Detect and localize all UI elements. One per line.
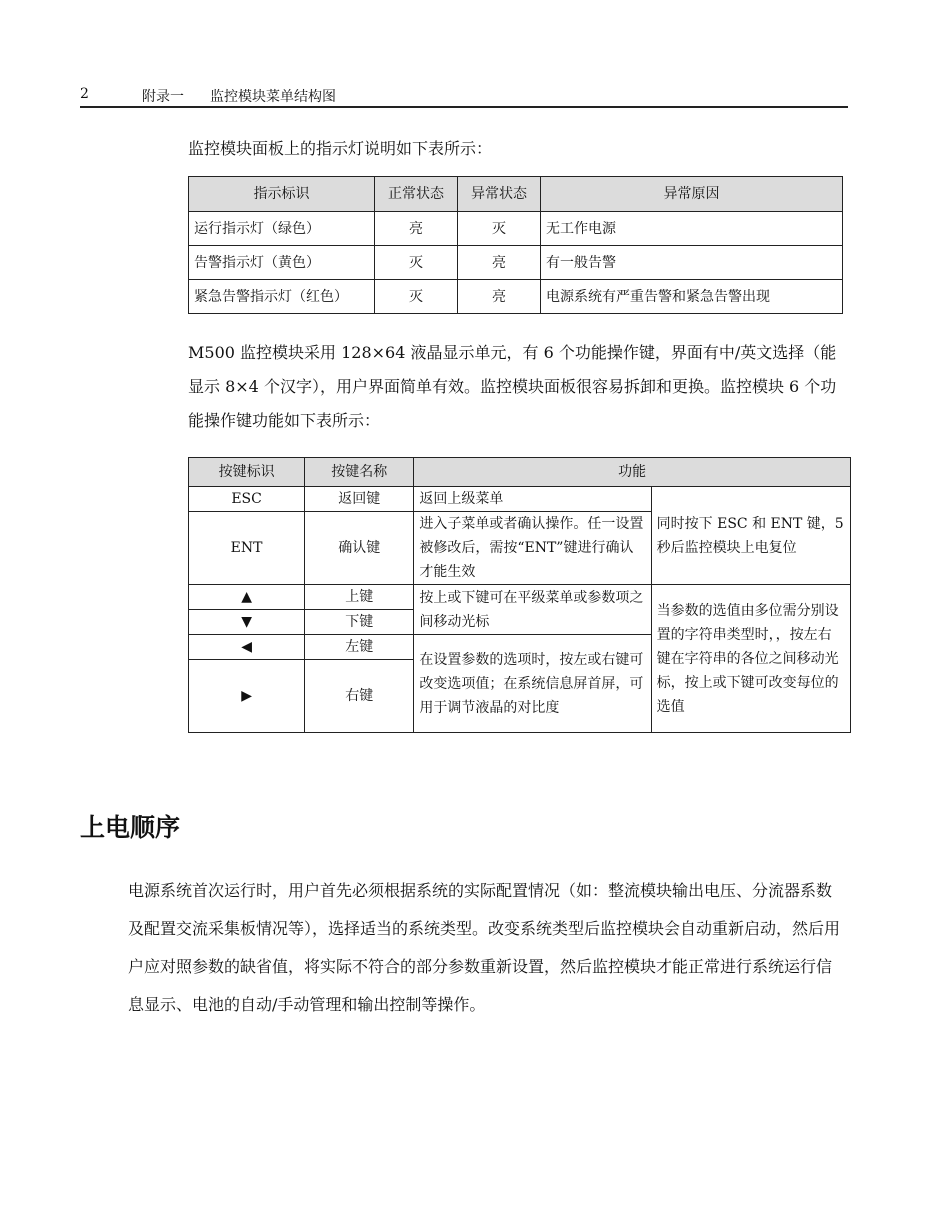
table-cell: 运行指示灯（绿色）	[189, 212, 375, 246]
indicator-intro: 监控模块面板上的指示灯说明如下表所示：	[188, 139, 493, 158]
arrow-right-icon: ▶	[241, 688, 252, 704]
table-row	[189, 212, 843, 246]
table-cell: 无工作电源	[541, 212, 843, 246]
arrow-left-icon: ◀	[241, 639, 252, 655]
arrows-combo: 当参数的选值由多位需分别设置的字符串类型时，，按左右键在字符串的各位之间移动光标，按上或下键可改变每位的选值	[651, 585, 850, 733]
column-header: 指示标识	[189, 177, 375, 212]
key-id-esc: ESC	[189, 487, 305, 512]
table-row	[189, 246, 843, 280]
chapter-title: 监控模块菜单结构图	[210, 89, 336, 105]
table-cell: 亮	[458, 246, 541, 280]
column-header: 按键标识	[189, 458, 305, 487]
table-cell: 告警指示灯（黄色）	[189, 246, 375, 280]
table-row	[189, 280, 843, 314]
section-body: 电源系统首次运行时，用户首先必须根据系统的实际配置情况（如：整流模块输出电压、分流器系数及配置交流采集板情况等），选择适当的系统类型。改变系统类型后监控模块会自动重新启动，然后用户应对照参数的缺省值，将实际不符合的部分参数重新设置，然后监控模块才能正常进行系统运行信息显示、电池的自动/手动管理和输出控制等操作。	[128, 881, 841, 1014]
key-func-ent: 进入子菜单或者确认操作。任一设置被修改后，需按“ENT”键进行确认才能生效	[414, 512, 651, 585]
key-func-esc: 返回上级菜单	[414, 487, 651, 512]
table-cell: 亮	[375, 212, 458, 246]
key-name-esc: 返回键	[305, 487, 414, 512]
key-id-right	[189, 660, 305, 733]
key-function-table	[188, 457, 851, 733]
column-header: 异常原因	[541, 177, 843, 212]
column-header: 正常状态	[375, 177, 458, 212]
key-name-down: 下键	[305, 610, 414, 635]
key-name-right: 右键	[305, 660, 414, 733]
key-name-ent: 确认键	[305, 512, 414, 585]
arrow-up-icon: ▲	[241, 589, 252, 605]
esc-ent-combo: 同时按下 ESC 和 ENT 键，5 秒后监控模块上电复位	[651, 487, 850, 585]
table-cell: 灭	[458, 212, 541, 246]
key-id-up	[189, 585, 305, 610]
table-cell: 灭	[375, 280, 458, 314]
section-title: 上电顺序	[80, 813, 181, 842]
table-cell: 亮	[458, 280, 541, 314]
table-cell: 有一般告警	[541, 246, 843, 280]
page-number: 2	[80, 86, 89, 102]
arrow-down-icon: ▼	[241, 614, 252, 630]
column-header: 异常状态	[458, 177, 541, 212]
chapter-label: 附录一	[142, 89, 184, 105]
table-header-row	[189, 458, 851, 487]
key-id-ent: ENT	[189, 512, 305, 585]
table-cell: 紧急告警指示灯（红色）	[189, 280, 375, 314]
up-down-func: 按上或下键可在平级菜单或参数项之间移动光标	[414, 585, 651, 635]
left-right-func: 在设置参数的选项时，按左或右键可改变选项值；在系统信息屏首屏，可用于调节液晶的对比度	[414, 635, 651, 733]
key-id-down	[189, 610, 305, 635]
column-header: 按键名称	[305, 458, 414, 487]
table-row	[189, 487, 851, 512]
page-header	[80, 86, 848, 108]
indicator-table	[188, 176, 843, 314]
column-header: 功能	[414, 458, 851, 487]
m500-paragraph: M500 监控模块采用 128×64 液晶显示单元，有 6 个功能操作键，界面有中/英文选择（能显示 8×4 个汉字），用户界面简单有效。监控模块面板很容易拆卸和更换。监控模块 6 个功能操作键功能如下表所示：	[188, 343, 837, 430]
key-name-left: 左键	[305, 635, 414, 660]
table-cell: 灭	[375, 246, 458, 280]
table-header-row	[189, 177, 843, 212]
key-id-left	[189, 635, 305, 660]
table-cell: 电源系统有严重告警和紧急告警出现	[541, 280, 843, 314]
key-name-up: 上键	[305, 585, 414, 610]
table-row	[189, 585, 851, 610]
